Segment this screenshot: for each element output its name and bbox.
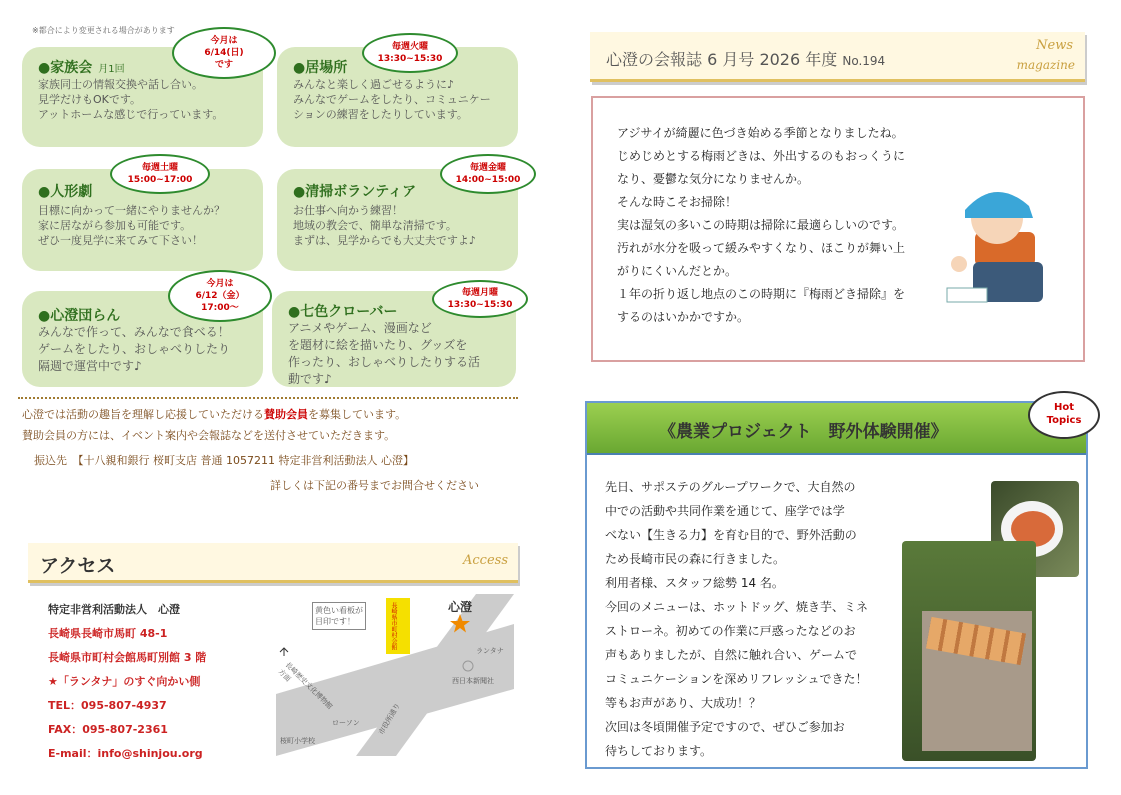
intro-text: アジサイが綺麗に色づき始める季節となりましたね。 じめじめとする梅雨どきは、外出するのもおっくうに なり、憂鬱な気分になりませんか。 そんな時こそお掃除！ 実は湿気の多いこの時期は掃除に最適らしいのです。 汚れが水分を吸って緩みやすくなり、ほこりが舞い上 がりにくいんだとか。 １年の折り返し地点のこの時期に『梅雨どき掃除』を するのはいかかですか。 [617, 126, 906, 324]
schedule-bubble-family: 今月は 6/14(日) です [172, 27, 276, 79]
intro-box [591, 96, 1085, 362]
card-title: ●人形劇 [38, 184, 93, 200]
access-header [28, 543, 518, 583]
address-line: 長崎県市町村会館馬町別館 3 階 [48, 651, 207, 664]
map-lawson: ローソン [332, 719, 360, 727]
address-line: 長崎県長崎市馬町 48-1 [48, 627, 168, 640]
divider [18, 397, 518, 399]
map-school: 桜町小学校 [280, 737, 315, 745]
card-body: アニメやゲーム、漫画など を題材に絵を描いたり、グッズを 作ったり、おしゃべりしたりする活 動です♪ [288, 321, 481, 386]
cleaning-girl-illustration [945, 168, 1065, 308]
card-title: ●心澄団らん [38, 308, 121, 324]
schedule-bubble-danran: 今月は 6/12（金） 17:00～ [168, 270, 272, 322]
map-sign-label: 黄色い看板が 目印です！ [312, 602, 366, 630]
member-highlight: 賛助会員 [264, 408, 308, 421]
schedule-bubble-cleaning: 毎週金曜 14:00~15:00 [440, 154, 536, 194]
access-title-en: Access [463, 553, 508, 568]
hot-topics-badge: Hot Topics [1028, 391, 1100, 439]
tel: TEL：095-807-4937 [48, 699, 167, 712]
card-title: ●居場所 [293, 60, 348, 76]
schedule-bubble-puppet: 毎週土曜 15:00~17:00 [110, 154, 210, 194]
news-label: News [1036, 38, 1073, 53]
card-body: 家族同士の情報交換や話し合い。 見学だけもOKです。 アットホームな感じで行っています。 [38, 78, 224, 121]
project-title-bar [587, 403, 1086, 455]
card-title: ●家族会 月1回 [38, 60, 125, 76]
card-body: 目標に向かって一緒にやりませんか？ 家に居ながら参加も可能です。 ぜひ一度見学に来てみて下さい！ [38, 204, 225, 247]
contact-note: 詳しくは下記の番号までお問合せください [270, 479, 479, 492]
magazine-label: magazine [1016, 58, 1075, 72]
project-box [585, 401, 1088, 769]
card-title: ●七色クローバー [288, 304, 398, 320]
newsletter-title: 心澄の会報誌 6 月号 2026 年度 No.194 [606, 50, 886, 69]
access-title: アクセス [40, 555, 116, 577]
recruit-line-2: 賛助会員の方には、イベント案内や会報誌などを送付させていただきます。 [22, 429, 396, 442]
map-museum-direction: 長崎歴史文化博物館 方面 [276, 660, 334, 711]
schedule-bubble-ibasho: 毎週火曜 13:30~15:30 [362, 33, 458, 73]
map-nishinippon: 西日本新聞社 [452, 677, 494, 685]
email-link[interactable]: E-mail：info@shinjou.org [48, 747, 203, 760]
schedule-note: ※都合により変更される場合があります [32, 26, 175, 35]
project-title: 《農業プロジェクト 野外体験開催》 [659, 422, 948, 442]
card-title: ●清掃ボランティア [293, 184, 417, 200]
map-route: 市役所通り [377, 701, 402, 737]
access-map [276, 594, 514, 756]
bbq-photo [902, 541, 1036, 761]
schedule-bubble-clover: 毎週月曜 13:30~15:30 [432, 280, 528, 318]
map-shinjou: 心澄 [448, 600, 473, 614]
map-lantana: ランタナ [476, 647, 504, 655]
recruit-section: 心澄では活動の趣旨を理解し応援していただける賛助会員を募集しています。 賛助会員の方には、イベント案内や会報誌などを送付させていただきます。 振込先 【十八親和銀行 桜町支店 普通 1057211 特定非営利活動法人 心澄】 詳しくは下記の番号までお問合せください [22, 404, 479, 496]
project-text: 先日、サポステのグループワークで、大自然の 中での活動や共同作業を通じて、座学では学 べない【生きる力】を育む目的で、野外活動の ため長崎市民の森に行きました。 利用者様、スタッフ総勢 14 名。 今回のメニューは、ホットドッグ、焼き芋、ミネ ストローネ。初めての作業に戸惑ったなどのお 声もありましたが、自然に触れ合い、ゲームで コミュニケーションを深めリフレッシュできた！ 等もお声があり、大成功！？ 次回は冬頃開催予定ですので、ぜひご参加お 待ちしております。 [605, 480, 869, 758]
fax: FAX：095-807-2361 [48, 723, 168, 736]
address-block [48, 598, 206, 766]
address-line: ★「ランタナ」のすぐ向かい側 [48, 675, 201, 688]
card-body: みんなで作って、みんなで食べる！ ゲームをしたり、おしゃべりしたり 隔週で運営中です♪ [38, 325, 231, 373]
newsletter-header [590, 32, 1085, 82]
bank-info: 振込先 【十八親和銀行 桜町支店 普通 1057211 特定非営利活動法人 心澄】 [34, 454, 414, 467]
org-name: 特定非営利活動法人 心澄 [48, 603, 180, 616]
map-building: 長崎県市町村会館 [390, 602, 397, 650]
card-body: みんなと楽しく過ごせるように♪ みんなでゲームをしたり、コミュニケー ションの練習をしたりしています。 [293, 78, 491, 121]
card-body: お仕事へ向かう練習！ 地域の教会で、簡単な清掃です。 まずは、見学からでも大丈夫ですよ♪ [293, 204, 476, 247]
